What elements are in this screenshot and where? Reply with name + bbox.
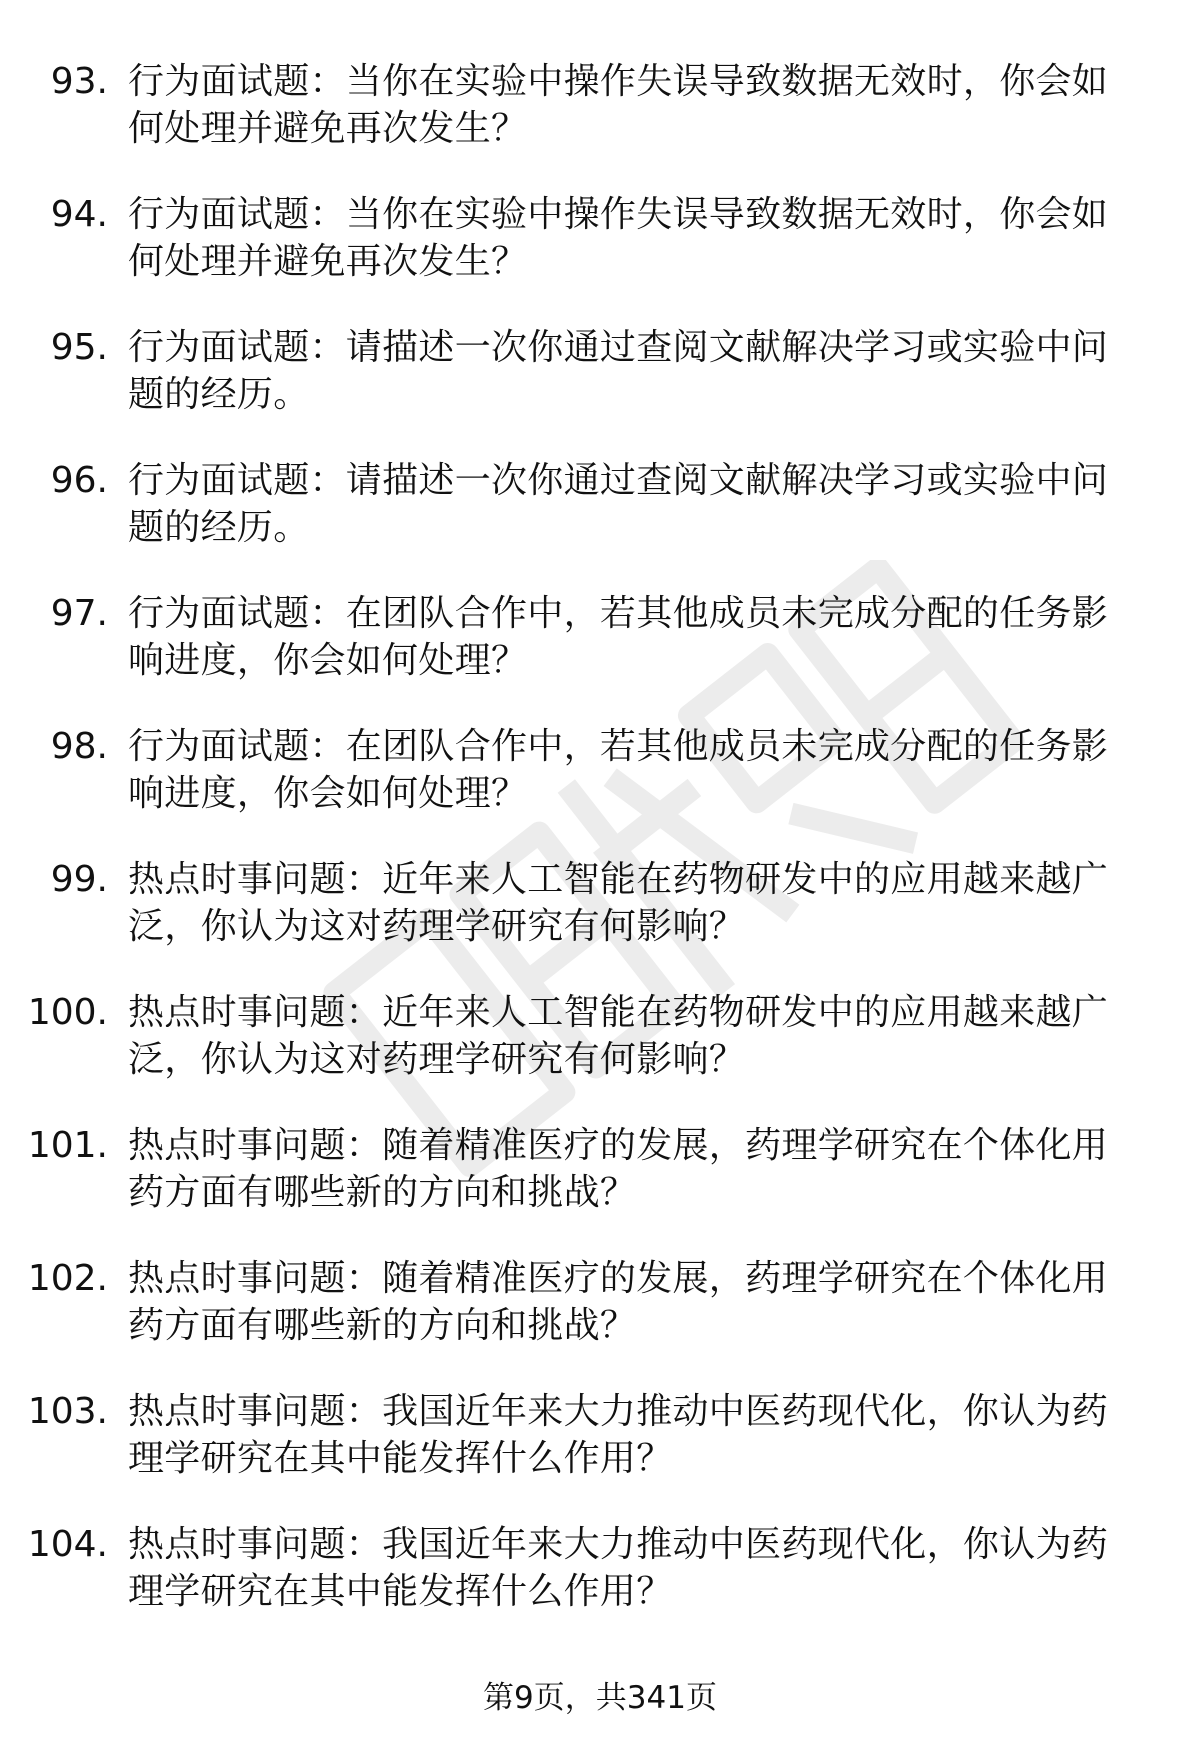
list-item: [0, 191, 1200, 324]
page-number-label: 第9页，共341页: [483, 1680, 717, 1716]
question-number: 104.: [27, 1524, 108, 1565]
question-list: [0, 58, 1200, 1654]
list-item: [0, 1388, 1200, 1521]
question-text: 热点时事问题：随着精准医疗的发展，药理学研究在个体化用药方面有哪些新的方向和挑战？: [128, 1125, 1109, 1213]
question-number: 93.: [50, 61, 108, 102]
question-text: 热点时事问题：我国近年来大力推动中医药现代化，你认为药理学研究在其中能发挥什么作用？: [128, 1524, 1109, 1612]
question-number: 103.: [27, 1391, 108, 1432]
question-text: 行为面试题：当你在实验中操作失误导致数据无效时，你会如何处理并避免再次发生？: [128, 61, 1109, 149]
list-item: [0, 457, 1200, 590]
question-number: 95.: [50, 327, 108, 368]
question-text: 行为面试题：请描述一次你通过查阅文献解决学习或实验中问题的经历。: [128, 327, 1109, 415]
list-item: [0, 723, 1200, 856]
list-item: [0, 590, 1200, 723]
page-footer: [0, 1678, 1200, 1718]
question-text: 热点时事问题：随着精准医疗的发展，药理学研究在个体化用药方面有哪些新的方向和挑战？: [128, 1258, 1109, 1346]
list-item: [0, 1122, 1200, 1255]
question-number: 96.: [50, 460, 108, 501]
question-number: 94.: [50, 194, 108, 235]
question-text: 热点时事问题：近年来人工智能在药物研发中的应用越来越广泛，你认为这对药理学研究有何影响？: [128, 992, 1109, 1080]
question-text: 行为面试题：当你在实验中操作失误导致数据无效时，你会如何处理并避免再次发生？: [128, 194, 1109, 282]
question-number: 102.: [27, 1258, 108, 1299]
list-item: [0, 856, 1200, 989]
question-number: 101.: [27, 1125, 108, 1166]
question-number: 100.: [27, 992, 108, 1033]
list-item: [0, 1521, 1200, 1654]
question-number: 98.: [50, 726, 108, 767]
question-number: 99.: [50, 859, 108, 900]
question-text: 热点时事问题：近年来人工智能在药物研发中的应用越来越广泛，你认为这对药理学研究有何影响？: [128, 859, 1109, 947]
question-text: 行为面试题：在团队合作中，若其他成员未完成分配的任务影响进度，你会如何处理？: [128, 726, 1109, 814]
list-item: [0, 58, 1200, 191]
question-number: 97.: [50, 593, 108, 634]
question-text: 行为面试题：在团队合作中，若其他成员未完成分配的任务影响进度，你会如何处理？: [128, 593, 1109, 681]
question-text: 热点时事问题：我国近年来大力推动中医药现代化，你认为药理学研究在其中能发挥什么作用？: [128, 1391, 1109, 1479]
list-item: [0, 1255, 1200, 1388]
question-text: 行为面试题：请描述一次你通过查阅文献解决学习或实验中问题的经历。: [128, 460, 1109, 548]
list-item: [0, 989, 1200, 1122]
list-item: [0, 324, 1200, 457]
